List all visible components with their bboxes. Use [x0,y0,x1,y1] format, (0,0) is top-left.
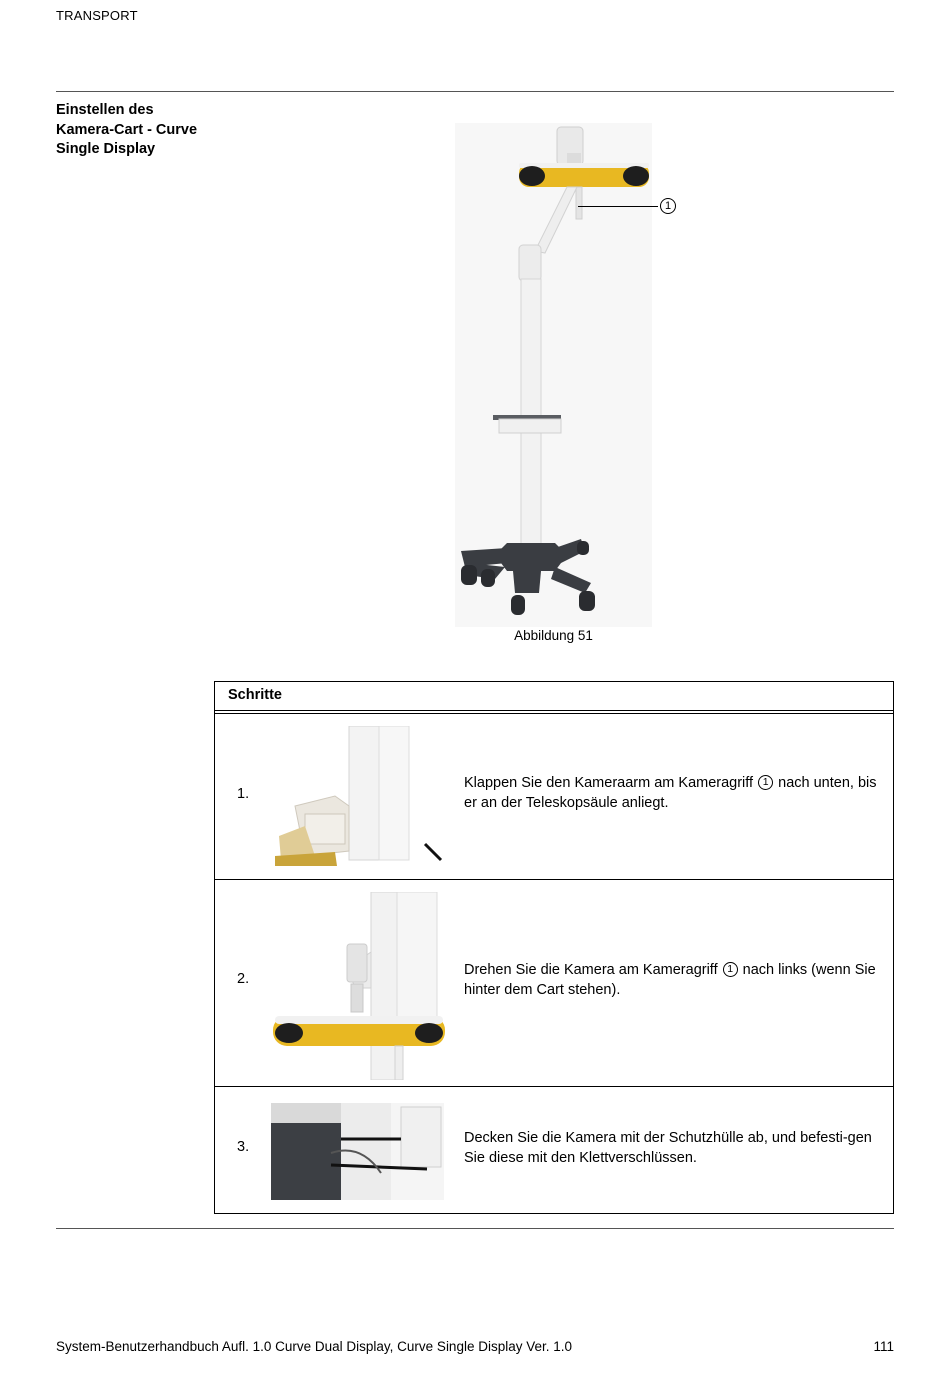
step-2-image [271,892,447,1080]
running-header: TRANSPORT [56,8,138,23]
step-text-after: nach unten, bis er an der Teleskopsäule anliegt. [464,775,877,811]
step-number: 1. [237,786,250,802]
step-row-1 [215,714,893,880]
step-1-image [275,726,445,866]
callout-ref: 1 [758,775,773,790]
section-title: Einstellen des Kamera-Cart - Curve Single Display [56,102,198,157]
page-number: 111 [873,1339,894,1354]
step-1-text [464,774,889,813]
step-3-text [464,1129,889,1168]
steps-header-label: Schritte [228,687,282,703]
step-text-after: nach links (wenn Sie hinter dem Cart stehen). [464,962,876,998]
camera-cart-illustration [455,123,652,627]
step-number: 2. [237,971,250,987]
step-text-before: Decken Sie die Kamera mit der Schutzhülle ab, und befesti-gen Sie diese mit den Klettverschlüssen. [464,1130,872,1166]
step-text-before: Klappen Sie den Kameraarm am Kameragriff [464,775,754,791]
step-number: 3. [237,1139,250,1155]
step-row-3 [215,1087,893,1213]
steps-table [214,681,894,1214]
footer-rule [56,1228,894,1229]
steps-table-header [215,682,893,711]
header-rule [56,91,894,92]
figure-caption: Abbildung 51 [514,628,593,643]
callout-ref: 1 [723,962,738,977]
callout-marker: 1 [660,198,676,214]
callout-line [578,206,658,207]
step-text-before: Drehen Sie die Kamera am Kameragriff [464,962,718,978]
footer-text: System-Benutzerhandbuch Aufl. 1.0 Curve Dual Display, Curve Single Display Ver. 1.0 [56,1339,573,1354]
step-2-text [464,961,889,1000]
step-3-image [271,1103,444,1200]
step-row-2 [215,880,893,1087]
